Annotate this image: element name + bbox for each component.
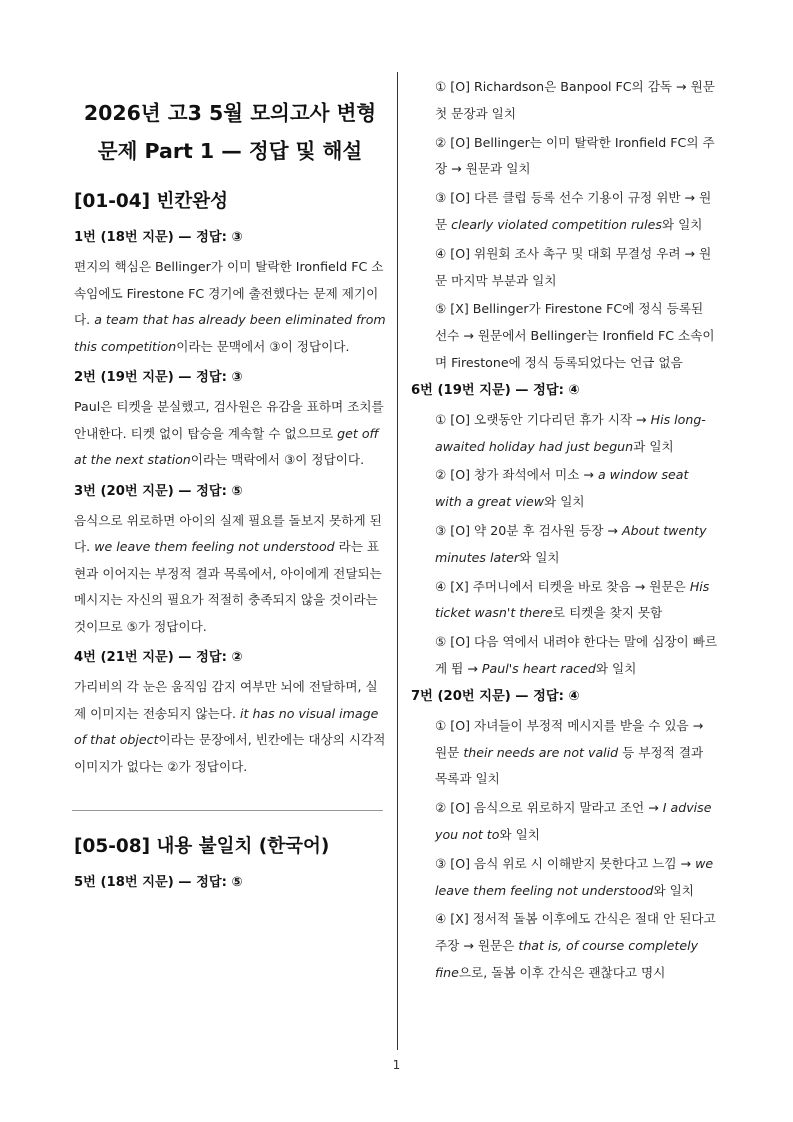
q5-choice-4: ④ [O] 위원회 조사 촉구 및 대회 무결성 우려 → 원문 마지막 부분과 일치 — [435, 245, 712, 288]
q7-choice-1: ① [O] 자녀들이 부정적 메시지를 받을 수 있음 → 원문 their needs are not valid 등 부정적 결과 목록과 일치 — [435, 717, 704, 787]
q5-choice-2: ② [O] Bellinger는 이미 탈락한 Ironfield FC의 주장 → 원문과 일치 — [435, 134, 715, 177]
q5-choice-3: ③ [O] 다른 클럽 등록 선수 기용이 규정 위반 → 원문 clearly violated competition rules와 일치 — [435, 190, 712, 232]
question-7-header: 7번 (20번 지문) — 정답: ④ — [411, 688, 580, 704]
q7-choice-4: ④ [X] 정서적 돌봄 이후에도 간식은 절대 안 된다고 주장 → 원문은 that is, of course completely fine으로, 돌봄 이후 간식은 괜찮다고 명시 — [435, 911, 716, 980]
q6-choice-3: ③ [O] 약 20분 후 검사원 등장 → About twenty minutes later와 일치 — [435, 522, 707, 565]
question-2-header: 2번 (19번 지문) — 정답: ③ — [74, 370, 243, 385]
page-number: 1 — [392, 1058, 401, 1072]
q7-choice-3: ③ [O] 음식 위로 시 이해받지 못한다고 느낌 → we leave them feeling not understood와 일치 — [435, 855, 714, 898]
left-column — [74, 70, 386, 899]
q6-choice-1: ① [O] 오랫동안 기다리던 휴가 시작 → His long-awaited holiday had just begun과 일치 — [435, 411, 706, 454]
right-column — [411, 74, 718, 989]
question-5-header: 5번 (18번 지문) — 정답: ⑤ — [74, 875, 243, 890]
question-6-header: 6번 (19번 지문) — 정답: ④ — [411, 382, 580, 398]
question-1-header: 1번 (18번 지문) — 정답: ③ — [74, 230, 243, 245]
question-3-header: 3번 (20번 지문) — 정답: ⑤ — [74, 483, 243, 499]
q5-choice-5: ⑤ [X] Bellinger가 Firestone FC에 정식 등록된 선수 → 원문에서 Bellinger는 Ironfield FC 소속이며 Firestone에 정식 등록되었다는 언급 없음 — [435, 301, 715, 370]
q6-choice-4: ④ [X] 주머니에서 티켓을 바로 찾음 → 원문은 His ticket wasn't there로 티켓을 찾지 못함 — [435, 578, 710, 621]
question-1-explanation: 편지의 핵심은 Bellinger가 이미 탈락한 Ironfield FC 소속임에도 Firestone FC 경기에 출전했다는 문제 제기이다. a team that has already been eliminated from this competition이라는 문맥에서 ③이 정답이다. — [74, 259, 386, 354]
section-heading-mismatch: [05-08] 내용 불일치 (한국어) — [74, 836, 330, 857]
question-3-explanation: 음식으로 위로하면 아이의 실제 필요를 돌보지 못하게 된다. we leave them feeling not understood 라는 표현과 이어지는 부정적 결과 목록에서, 아이에게 전달되는 메시지는 자신의 필요가 적절히 충족되지 않을 것이라는 것이므로 ⑤가 정답이다. — [74, 512, 382, 634]
section-heading-blank: [01-04] 빈칸완성 — [74, 191, 229, 212]
q6-choice-5: ⑤ [O] 다음 역에서 내려야 한다는 말에 심장이 빠르게 뜀 → Paul's heart raced와 일치 — [435, 634, 718, 676]
column-divider — [397, 72, 398, 1050]
question-4-explanation: 가리비의 각 눈은 움직임 감지 여부만 뇌에 전달하며, 실제 이미지는 전송되지 않는다. it has no visual image of that object이라는 문장에서, 빈칸에는 대상의 시각적 이미지가 없다는 ②가 정답이다. — [74, 679, 386, 774]
q7-choice-2: ② [O] 음식으로 위로하지 말라고 조언 → I advise you not to와 일치 — [435, 800, 712, 842]
q5-choice-1: ① [O] Richardson은 Banpool FC의 감독 → 원문 첫 문장과 일치 — [435, 79, 715, 121]
question-2-explanation: Paul은 티켓을 분실했고, 검사원은 유감을 표하며 조치를 안내한다. 티켓 없이 탑승을 계속할 수 없으므로 get off at the next station이라는 맥락에서 ③이 정답이다. — [74, 399, 384, 467]
document-title: 2026년 고3 5월 모의고사 변형문제 Part 1 — 정답 및 해설 — [83, 101, 377, 163]
q6-choice-2: ② [O] 창가 좌석에서 미소 → a window seat with a great view와 일치 — [435, 467, 689, 510]
section-divider — [72, 810, 383, 811]
question-4-header: 4번 (21번 지문) — 정답: ② — [74, 650, 243, 665]
